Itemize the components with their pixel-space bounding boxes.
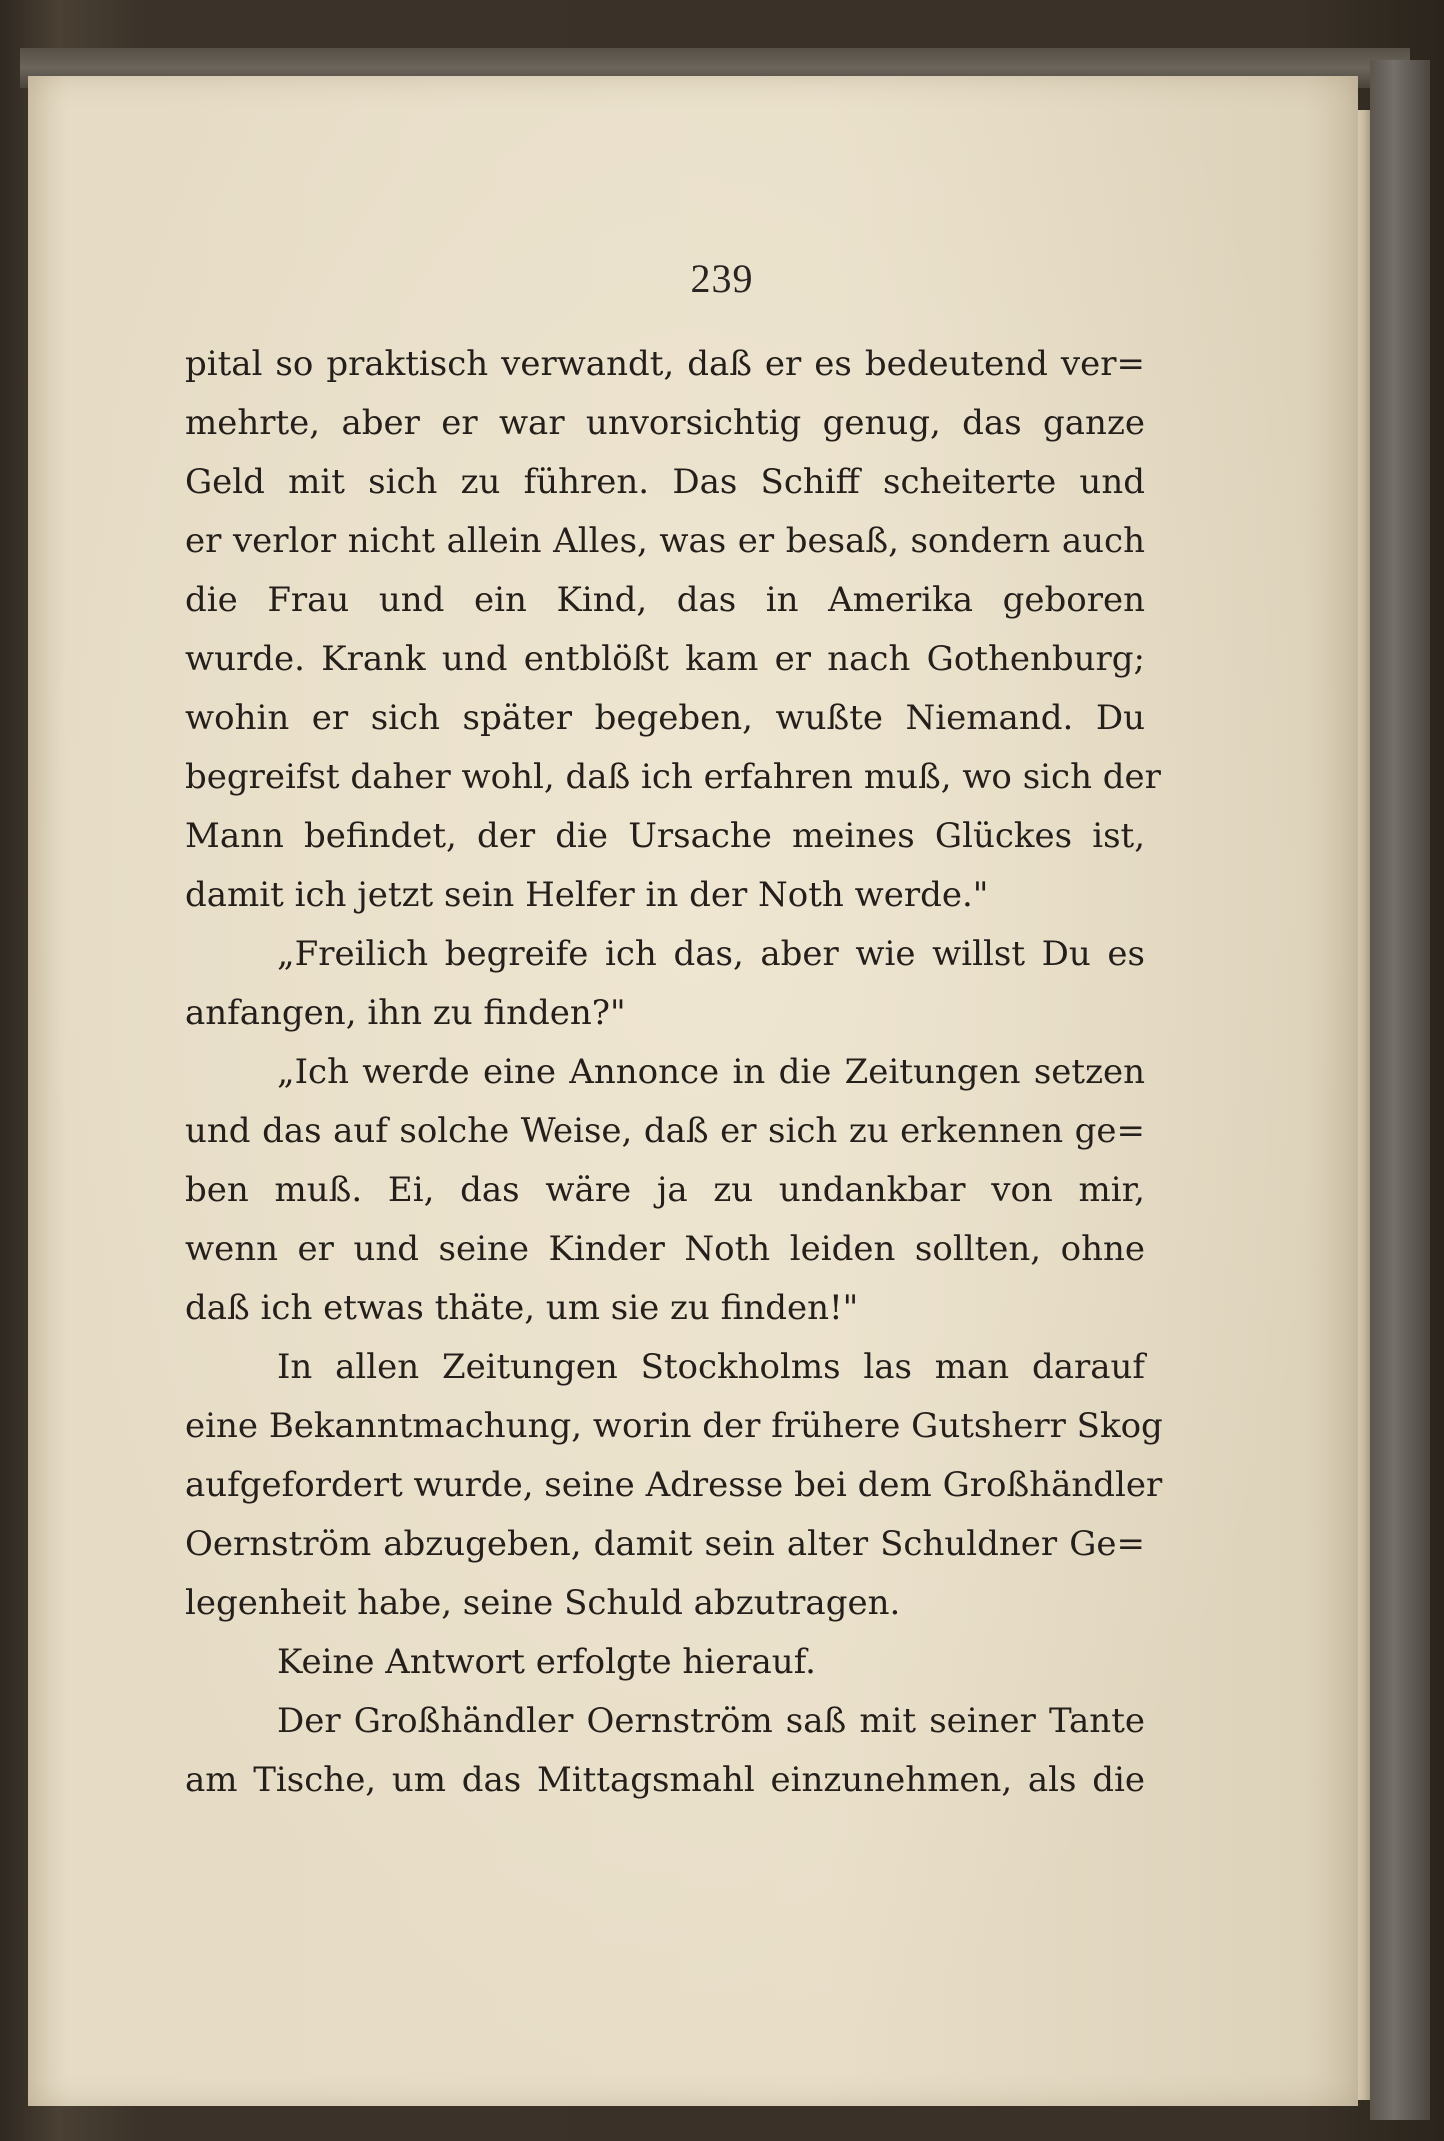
text-line: mehrte, aber er war unvorsichtig genug, das ganze — [185, 403, 1145, 443]
text-line: Der Großhändler Oernström saß mit seiner Tante — [277, 1701, 1145, 1741]
text-line: er verlor nicht allein Alles, was er besaß, sondern auch — [185, 521, 1145, 561]
text-line: damit ich jetzt sein Helfer in der Noth werde." — [185, 875, 989, 915]
text-line: Geld mit sich zu führen. Das Schiff scheiterte und — [185, 462, 1145, 502]
text-line: wenn er und seine Kinder Noth leiden sollten, ohne — [185, 1229, 1145, 1269]
text-line: wohin er sich später begeben, wußte Niemand. Du — [185, 698, 1145, 738]
text-line: daß ich etwas thäte, um sie zu finden!" — [185, 1288, 859, 1328]
text-line: anfangen, ihn zu finden?" — [185, 993, 626, 1033]
text-line: aufgefordert wurde, seine Adresse bei dem Großhändler — [185, 1465, 1163, 1505]
text-line: wurde. Krank und entblößt kam er nach Gothenburg; — [185, 639, 1145, 679]
text-line: begreifst daher wohl, daß ich erfahren muß, wo sich der — [185, 757, 1161, 797]
text-line: pital so praktisch verwandt, daß er es bedeutend ver= — [185, 344, 1145, 384]
text-line: „Freilich begreife ich das, aber wie willst Du es — [277, 934, 1145, 974]
text-line: In allen Zeitungen Stockholms las man darauf — [277, 1347, 1145, 1387]
text-line: „Ich werde eine Annonce in die Zeitungen setzen — [277, 1052, 1145, 1092]
text-line: die Frau und ein Kind, das in Amerika geboren — [185, 580, 1145, 620]
text-line: legenheit habe, seine Schuld abzutragen. — [185, 1583, 901, 1623]
text-line: ben muß. Ei, das wäre ja zu undankbar von mir, — [185, 1170, 1145, 1210]
text-line: eine Bekanntmachung, worin der frühere Gutsherr Skog — [185, 1406, 1163, 1446]
page-text — [185, 335, 1163, 1810]
page-number: 239 — [690, 256, 754, 301]
text-line: Mann befindet, der die Ursache meines Glückes ist, — [185, 816, 1145, 856]
book-binding-right — [1370, 60, 1430, 2120]
page-edge — [1356, 110, 1370, 2100]
text-line: Keine Antwort erfolgte hierauf. — [277, 1642, 816, 1682]
text-line: am Tische, um das Mittagsmahl einzunehmen, als die — [185, 1760, 1145, 1800]
text-line: Oernström abzugeben, damit sein alter Schuldner Ge= — [185, 1524, 1145, 1564]
text-line: und das auf solche Weise, daß er sich zu erkennen ge= — [185, 1111, 1145, 1151]
